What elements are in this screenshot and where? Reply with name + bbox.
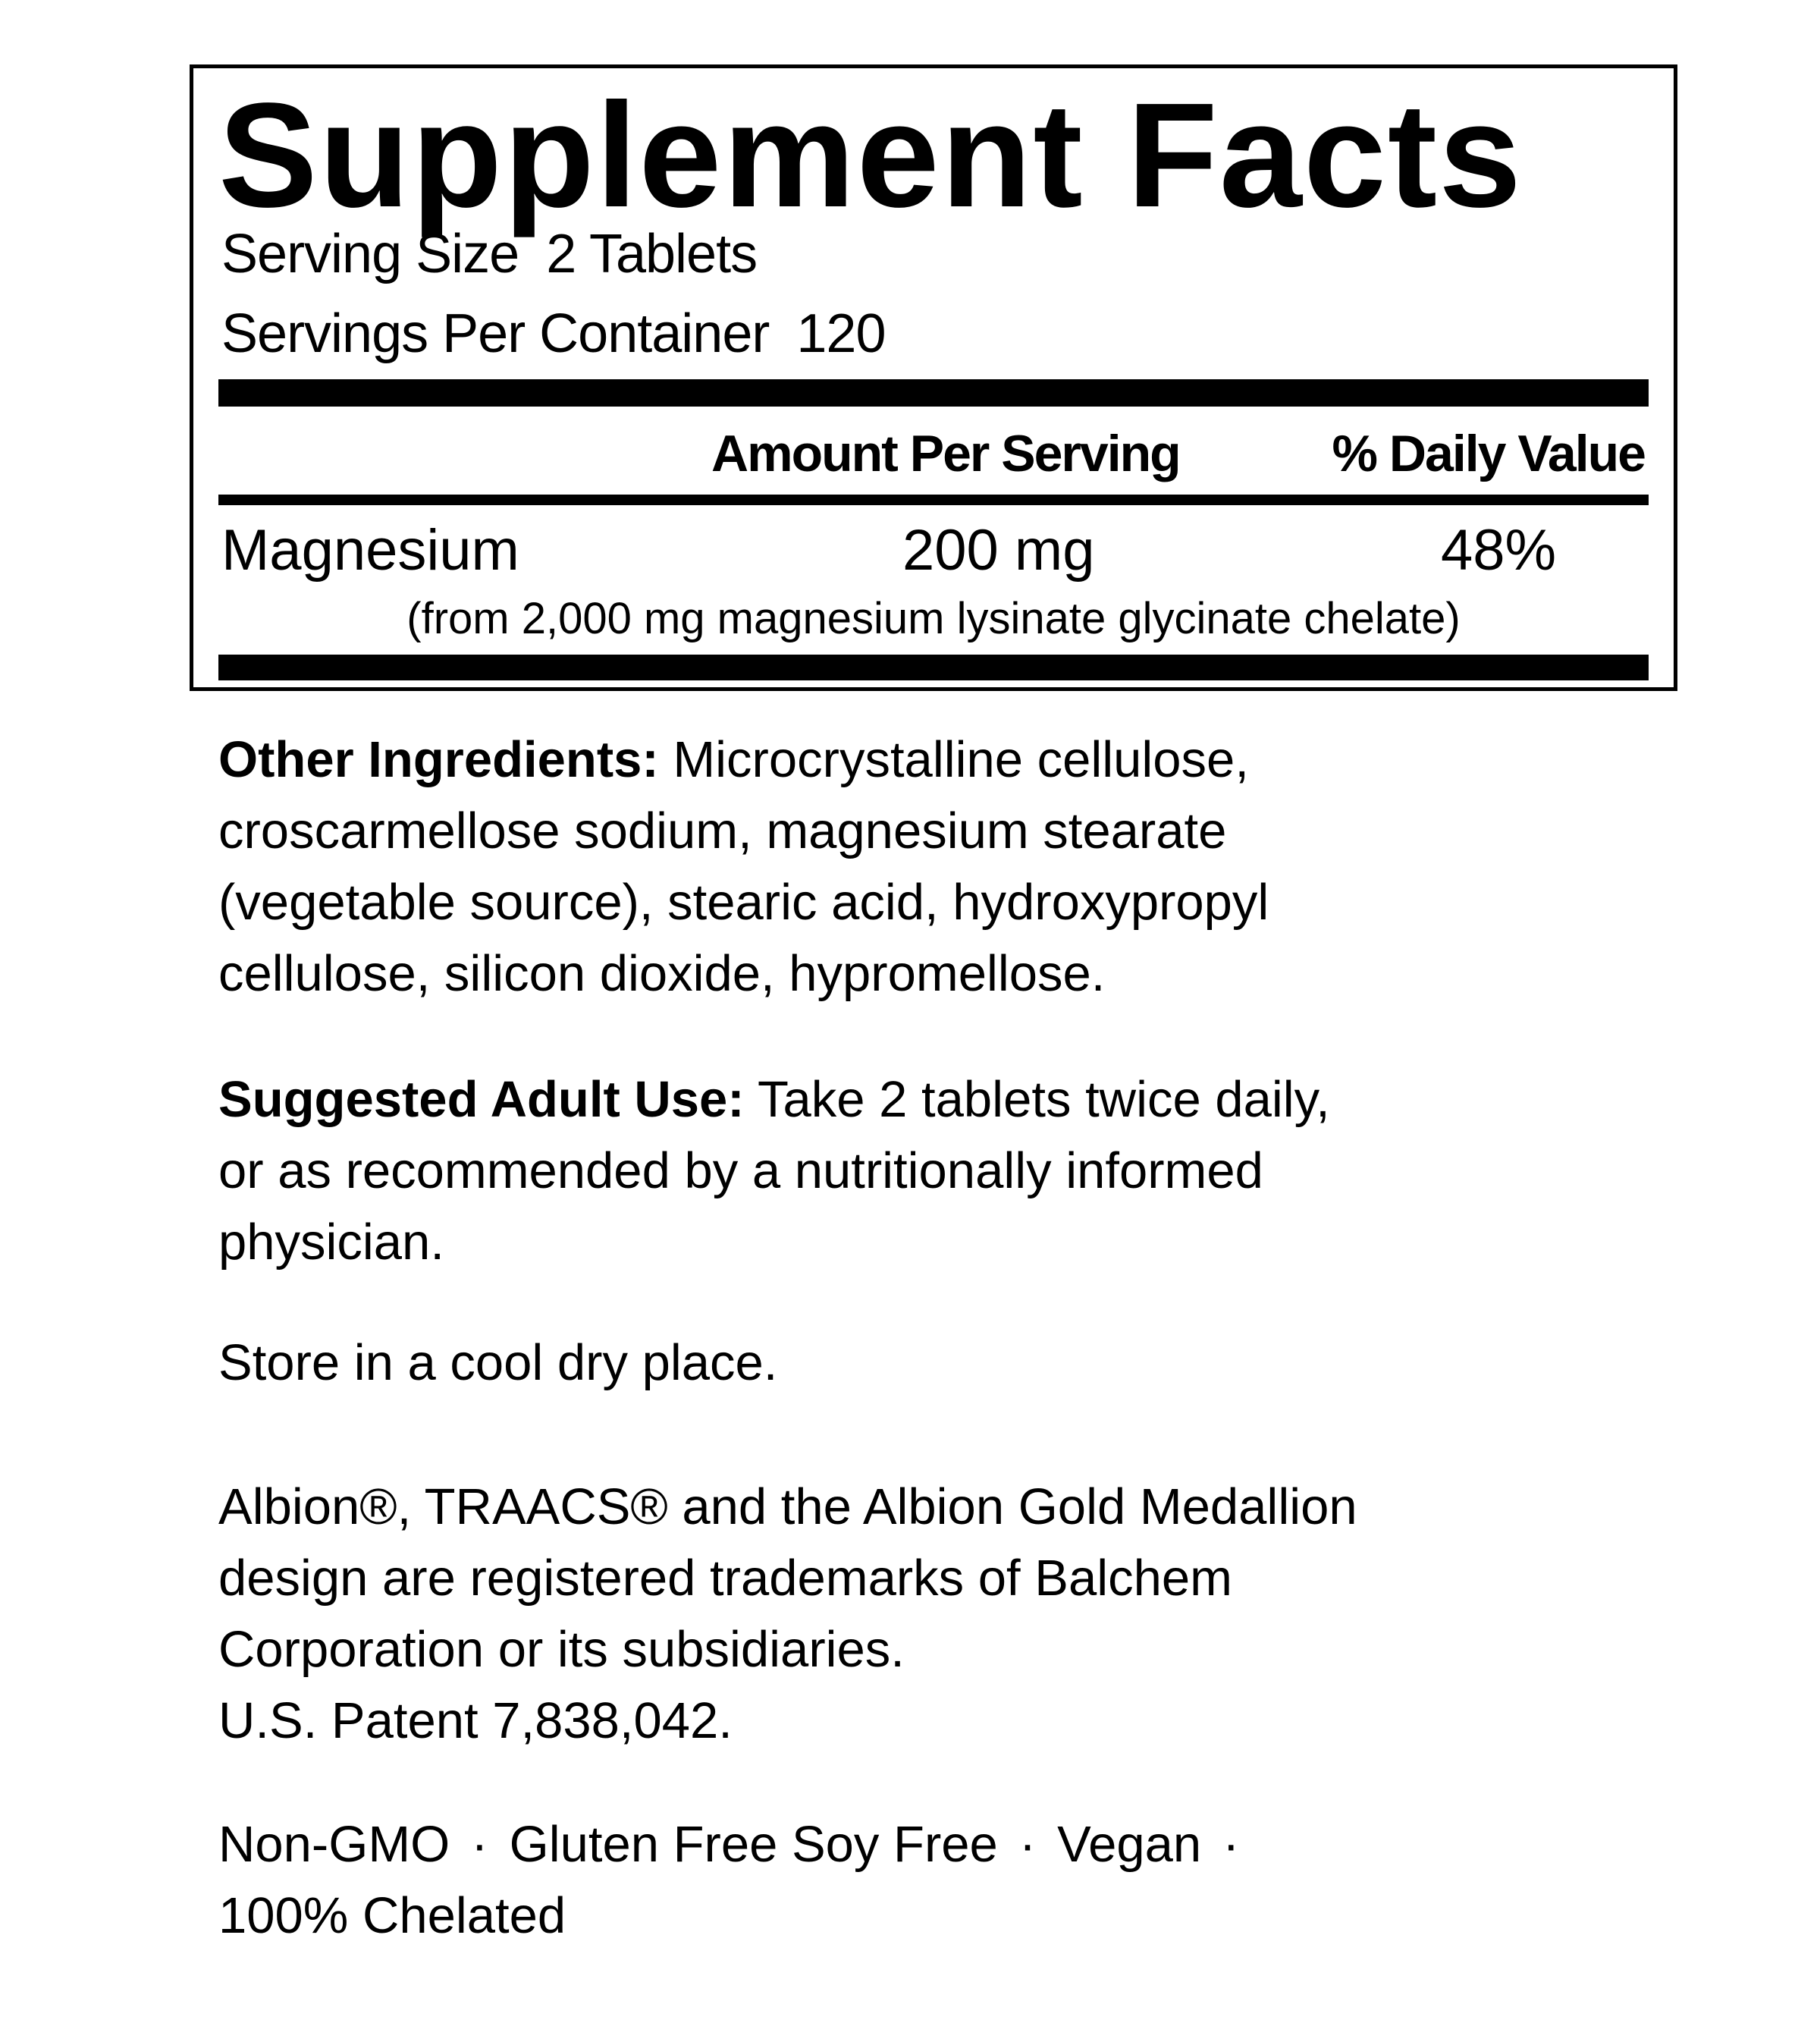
suggested-use-text: Take 2 tablets twice daily, <box>758 1071 1330 1128</box>
trademark-line: Corporation or its subsidiaries. <box>218 1621 905 1678</box>
medium-divider <box>218 495 1649 505</box>
claim-separator: · <box>1222 1816 1240 1873</box>
suggested-use-line: or as recommended by a nutritionally informed <box>218 1142 1263 1199</box>
servings-per-container-value: 120 <box>796 303 886 364</box>
claim-separator: · <box>471 1816 488 1873</box>
serving-size-value: 2 Tablets <box>546 224 758 284</box>
servings-per-container-line <box>221 300 886 368</box>
claim-vegan: Vegan <box>1057 1816 1202 1873</box>
claim-chelated: 100% Chelated <box>218 1887 566 1944</box>
product-claims <box>218 1809 1659 1952</box>
claim-gluten-soy-free: Gluten Free Soy Free <box>509 1816 998 1873</box>
other-ingredients-label: Other Ingredients: <box>218 731 659 788</box>
trademark-notice <box>218 1472 1659 1757</box>
other-ingredients-line: croscarmellose sodium, magnesium stearate <box>218 803 1227 859</box>
other-ingredients-text: Microcrystalline cellulose, <box>673 731 1249 788</box>
claim-separator: · <box>1018 1816 1037 1873</box>
suggested-use <box>218 1064 1659 1278</box>
trademark-line: Albion®, TRAACS® and the Albion Gold Medallion <box>218 1478 1357 1535</box>
other-ingredients <box>218 724 1659 1010</box>
serving-size-line <box>221 220 757 288</box>
supplement-facts-panel <box>190 64 1677 691</box>
amount-per-serving-header: Amount Per Serving <box>711 425 1180 482</box>
claims-line <box>218 1880 1659 1952</box>
trademark-line: design are registered trademarks of Balchem <box>218 1550 1232 1607</box>
nutrient-daily-value: 48% <box>1441 518 1557 583</box>
suggested-use-line <box>218 1064 1659 1136</box>
thick-divider-top <box>218 379 1649 407</box>
other-ingredients-line <box>218 724 1659 796</box>
other-ingredients-line: (vegetable source), stearic acid, hydroxypropyl <box>218 874 1269 931</box>
claims-line <box>218 1809 1659 1880</box>
servings-per-container-label: Servings Per Container <box>221 303 770 364</box>
thick-divider-bottom <box>218 655 1649 680</box>
suggested-use-line: physician. <box>218 1214 444 1271</box>
serving-size-label: Serving Size <box>221 224 519 284</box>
nutrient-name: Magnesium <box>221 518 519 583</box>
suggested-use-label: Suggested Adult Use: <box>218 1071 745 1128</box>
nutrient-amount: 200 mg <box>902 518 1095 583</box>
facts-title: Supplement Facts <box>218 72 1523 238</box>
other-ingredients-line: cellulose, silicon dioxide, hypromellose. <box>218 945 1106 1002</box>
storage-text: Store in a cool dry place. <box>218 1334 778 1391</box>
daily-value-header: % Daily Value <box>1332 425 1645 482</box>
claim-non-gmo: Non-GMO <box>218 1816 450 1873</box>
patent-line: U.S. Patent 7,838,042. <box>218 1692 733 1749</box>
storage-instructions <box>218 1327 1659 1399</box>
nutrient-source: (from 2,000 mg magnesium lysinate glycinate chelate) <box>406 594 1461 643</box>
